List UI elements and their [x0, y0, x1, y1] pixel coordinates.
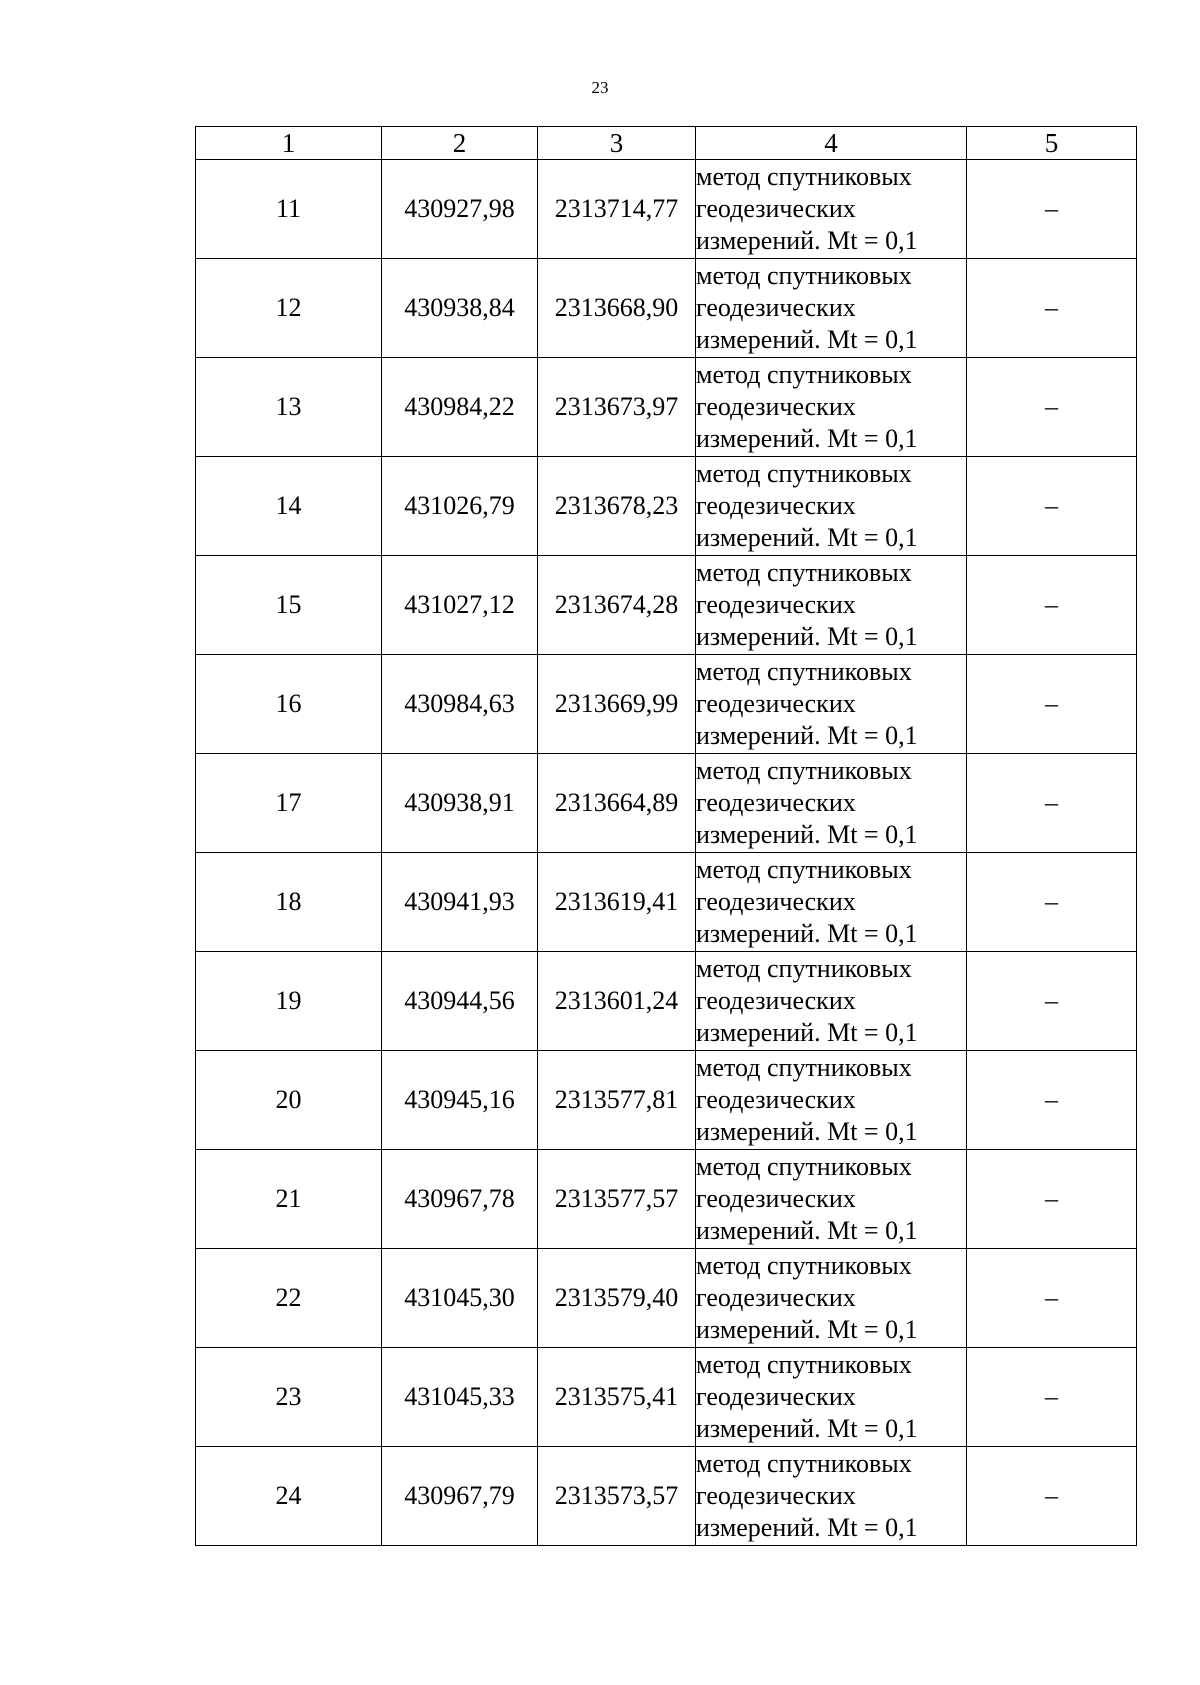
y-coordinate-cell: 2313664,89 — [538, 754, 696, 853]
table-row — [196, 358, 1137, 457]
method-line: метод спутниковых — [696, 1251, 912, 1280]
method-line: метод спутниковых — [696, 756, 912, 785]
column-header-3: 3 — [538, 127, 696, 160]
table-row — [196, 853, 1137, 952]
column-header-1: 1 — [196, 127, 382, 160]
method-line: метод спутниковых — [696, 162, 912, 191]
table-row — [196, 1150, 1137, 1249]
method-cell — [696, 655, 967, 754]
y-coordinate-cell: 2313673,97 — [538, 358, 696, 457]
method-line: геодезических — [696, 1283, 856, 1312]
method-line: метод спутниковых — [696, 459, 912, 488]
method-line: метод спутниковых — [696, 657, 912, 686]
table-row — [196, 754, 1137, 853]
method-line: измерений. Mt = 0,1 — [696, 226, 918, 255]
point-number-cell: 24 — [196, 1447, 382, 1546]
point-number-cell: 12 — [196, 259, 382, 358]
method-line: геодезических — [696, 1085, 856, 1114]
y-coordinate-cell: 2313577,81 — [538, 1051, 696, 1150]
method-line: измерений. Mt = 0,1 — [696, 523, 918, 552]
x-coordinate-cell: 430938,84 — [382, 259, 538, 358]
method-line: геодезических — [696, 1481, 856, 1510]
table-row — [196, 952, 1137, 1051]
note-cell: – — [967, 1447, 1137, 1546]
column-header-4: 4 — [696, 127, 967, 160]
note-cell: – — [967, 1348, 1137, 1447]
method-cell — [696, 853, 967, 952]
point-number-cell: 23 — [196, 1348, 382, 1447]
table-row — [196, 160, 1137, 259]
point-number-cell: 15 — [196, 556, 382, 655]
x-coordinate-cell: 431027,12 — [382, 556, 538, 655]
point-number-cell: 11 — [196, 160, 382, 259]
method-line: геодезических — [696, 194, 856, 223]
method-line: измерений. Mt = 0,1 — [696, 622, 918, 651]
x-coordinate-cell: 430984,22 — [382, 358, 538, 457]
method-cell — [696, 259, 967, 358]
table-row — [196, 1348, 1137, 1447]
x-coordinate-cell: 430938,91 — [382, 754, 538, 853]
method-cell — [696, 1051, 967, 1150]
note-cell: – — [967, 457, 1137, 556]
y-coordinate-cell: 2313577,57 — [538, 1150, 696, 1249]
table-row — [196, 1249, 1137, 1348]
note-cell: – — [967, 1150, 1137, 1249]
note-cell: – — [967, 1051, 1137, 1150]
table-header-row — [196, 127, 1137, 160]
method-line: геодезических — [696, 1184, 856, 1213]
y-coordinate-cell: 2313575,41 — [538, 1348, 696, 1447]
point-number-cell: 16 — [196, 655, 382, 754]
y-coordinate-cell: 2313678,23 — [538, 457, 696, 556]
method-line: геодезических — [696, 788, 856, 817]
method-line: измерений. Mt = 0,1 — [696, 1216, 918, 1245]
x-coordinate-cell: 430984,63 — [382, 655, 538, 754]
x-coordinate-cell: 431045,33 — [382, 1348, 538, 1447]
table-row — [196, 556, 1137, 655]
column-header-2: 2 — [382, 127, 538, 160]
method-cell — [696, 952, 967, 1051]
point-number-cell: 13 — [196, 358, 382, 457]
column-header-5: 5 — [967, 127, 1137, 160]
method-line: измерений. Mt = 0,1 — [696, 1513, 918, 1542]
method-line: метод спутниковых — [696, 1152, 912, 1181]
coordinates-table — [195, 126, 1137, 1546]
note-cell: – — [967, 358, 1137, 457]
table-row — [196, 1447, 1137, 1546]
method-line: геодезических — [696, 689, 856, 718]
method-line: измерений. Mt = 0,1 — [696, 820, 918, 849]
method-line: геодезических — [696, 1382, 856, 1411]
method-line: измерений. Mt = 0,1 — [696, 1117, 918, 1146]
method-line: метод спутниковых — [696, 1449, 912, 1478]
table-row — [196, 457, 1137, 556]
method-line: измерений. Mt = 0,1 — [696, 919, 918, 948]
method-cell — [696, 1348, 967, 1447]
method-line: метод спутниковых — [696, 1053, 912, 1082]
y-coordinate-cell: 2313674,28 — [538, 556, 696, 655]
method-line: измерений. Mt = 0,1 — [696, 424, 918, 453]
x-coordinate-cell: 430967,78 — [382, 1150, 538, 1249]
method-cell — [696, 457, 967, 556]
method-line: измерений. Mt = 0,1 — [696, 325, 918, 354]
note-cell: – — [967, 655, 1137, 754]
method-cell — [696, 1447, 967, 1546]
note-cell: – — [967, 259, 1137, 358]
note-cell: – — [967, 556, 1137, 655]
y-coordinate-cell: 2313714,77 — [538, 160, 696, 259]
y-coordinate-cell: 2313668,90 — [538, 259, 696, 358]
method-line: метод спутниковых — [696, 360, 912, 389]
point-number-cell: 14 — [196, 457, 382, 556]
method-line: метод спутниковых — [696, 855, 912, 884]
point-number-cell: 20 — [196, 1051, 382, 1150]
table-row — [196, 259, 1137, 358]
method-cell — [696, 160, 967, 259]
page-number: 23 — [591, 78, 609, 97]
table-row — [196, 1051, 1137, 1150]
point-number-cell: 22 — [196, 1249, 382, 1348]
method-line: метод спутниковых — [696, 954, 912, 983]
x-coordinate-cell: 430967,79 — [382, 1447, 538, 1546]
method-cell — [696, 358, 967, 457]
y-coordinate-cell: 2313619,41 — [538, 853, 696, 952]
method-line: геодезических — [696, 491, 856, 520]
method-line: метод спутниковых — [696, 261, 912, 290]
method-line: измерений. Mt = 0,1 — [696, 1018, 918, 1047]
method-cell — [696, 1249, 967, 1348]
note-cell: – — [967, 853, 1137, 952]
method-line: измерений. Mt = 0,1 — [696, 1315, 918, 1344]
method-line: геодезических — [696, 293, 856, 322]
point-number-cell: 18 — [196, 853, 382, 952]
point-number-cell: 19 — [196, 952, 382, 1051]
method-line: метод спутниковых — [696, 558, 912, 587]
method-cell — [696, 1150, 967, 1249]
method-cell — [696, 556, 967, 655]
note-cell: – — [967, 1249, 1137, 1348]
method-line: геодезических — [696, 887, 856, 916]
note-cell: – — [967, 952, 1137, 1051]
table-row — [196, 655, 1137, 754]
note-cell: – — [967, 160, 1137, 259]
x-coordinate-cell: 430941,93 — [382, 853, 538, 952]
method-line: измерений. Mt = 0,1 — [696, 1414, 918, 1443]
x-coordinate-cell: 430944,56 — [382, 952, 538, 1051]
y-coordinate-cell: 2313579,40 — [538, 1249, 696, 1348]
note-cell: – — [967, 754, 1137, 853]
x-coordinate-cell: 430945,16 — [382, 1051, 538, 1150]
point-number-cell: 17 — [196, 754, 382, 853]
method-line: геодезических — [696, 590, 856, 619]
method-line: метод спутниковых — [696, 1350, 912, 1379]
y-coordinate-cell: 2313573,57 — [538, 1447, 696, 1546]
method-line: геодезических — [696, 392, 856, 421]
y-coordinate-cell: 2313601,24 — [538, 952, 696, 1051]
method-line: измерений. Mt = 0,1 — [696, 721, 918, 750]
method-line: геодезических — [696, 986, 856, 1015]
x-coordinate-cell: 430927,98 — [382, 160, 538, 259]
x-coordinate-cell: 431026,79 — [382, 457, 538, 556]
point-number-cell: 21 — [196, 1150, 382, 1249]
x-coordinate-cell: 431045,30 — [382, 1249, 538, 1348]
method-cell — [696, 754, 967, 853]
y-coordinate-cell: 2313669,99 — [538, 655, 696, 754]
